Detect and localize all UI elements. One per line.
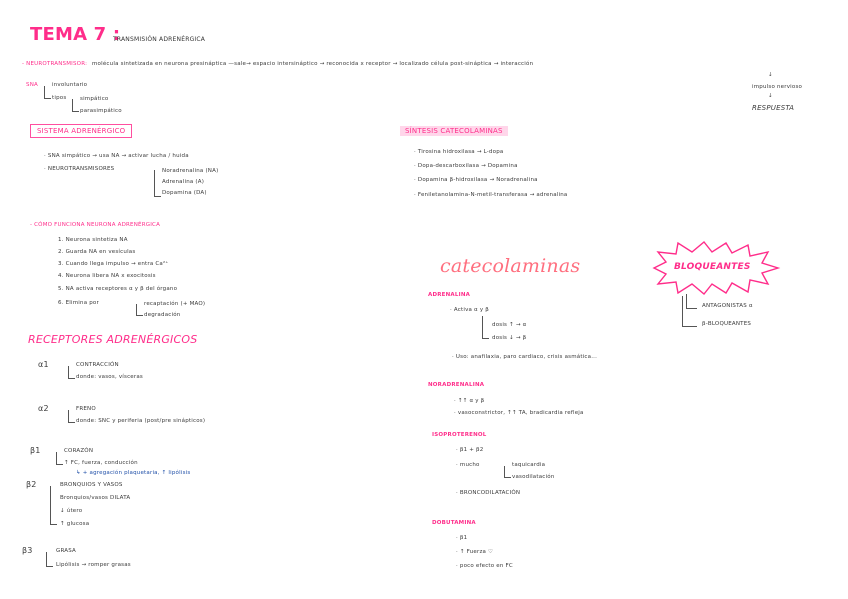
bracket (72, 99, 79, 112)
beta3-item: GRASA (56, 548, 76, 554)
bracket (504, 466, 511, 478)
isoproterenol-line: · β1 + β2 (456, 447, 484, 453)
bracket (50, 486, 57, 525)
beta2-item: ↑ glucosa (60, 521, 90, 527)
noradrenalina-line: · vasoconstrictor, ↑↑ TA, bradicardia refleja (454, 410, 584, 416)
noradrenalina-line: · ↑↑ α y β (454, 398, 485, 404)
sintesis-line: · Dopa-descarboxilasa → Dopamina (414, 163, 518, 169)
sistema-line: · SNA simpático → usa NA → activar lucha / huida (44, 153, 189, 159)
bracket (56, 452, 63, 465)
adrenalina-dosis: dosis ↑ → α (492, 322, 527, 328)
beta2-item: BRONQUIOS Y VASOS (60, 482, 123, 488)
adrenalina-title: ADRENALINA (428, 292, 471, 298)
alpha2-label: α2 (38, 404, 49, 413)
beta2-item: Bronquios/vasos DILATA (60, 495, 131, 501)
sintesis-title: SÍNTESIS CATECOLAMINAS (400, 126, 508, 136)
elim-item: degradación (144, 312, 181, 318)
sintesis-line: · Feniletanolamina-N-metil-transferasa → adrenalina (414, 192, 568, 198)
bracket (46, 552, 53, 567)
alpha1-item: CONTRACCIÓN (76, 362, 119, 368)
bracket (136, 304, 143, 316)
nt-item: Noradrenalina (NA) (162, 168, 219, 174)
bloqueante-item: ANTAGONISTAS α (702, 303, 753, 309)
bracket (68, 410, 75, 423)
adrenalina-activa: · Activa α y β (450, 307, 489, 313)
isoproterenol-mucho-item: taquicardia (512, 462, 546, 468)
beta3-label: β3 (22, 546, 33, 555)
isoproterenol-mucho-item: vasodilatación (512, 474, 555, 480)
receptores-title: RECEPTORES ADRENÉRGICOS (28, 333, 198, 346)
isoproterenol-title: ISOPROTERENOL (432, 432, 487, 438)
catecolaminas-title: catecolaminas (440, 255, 581, 277)
bracket (154, 170, 161, 197)
dobutamina-line: · β1 (456, 535, 468, 541)
bracket (482, 316, 489, 339)
nt-item: Adrenalina (A) (162, 179, 205, 185)
alpha2-item: donde: SNC y periferia (post/pre sinápticos) (76, 418, 206, 424)
response-text: RESPUESTA (752, 104, 795, 112)
como-funciona-title: - CÓMO FUNCIONA NEURONA ADRENÉRGICA (30, 222, 161, 228)
down-arrow-icon: ↓ (768, 93, 773, 99)
sintesis-line: · Dopamina β-hidroxilasa → Noradrenalina (414, 177, 538, 183)
noradrenalina-title: NORADRENALINA (428, 382, 485, 388)
bloqueante-item: β-BLOQUEANTES (702, 321, 752, 327)
dobutamina-line: · poco efecto en FC (456, 563, 513, 569)
impulse-text: impulso nervioso (752, 84, 803, 90)
bracket (68, 366, 75, 379)
step-item: 2. Guarda NA en vesículas (58, 249, 136, 255)
bloqueantes-title: BLOQUEANTES (674, 262, 751, 272)
beta1-label: β1 (30, 446, 41, 455)
beta1-item: ↑ FC, fuerza, conducción (64, 460, 138, 466)
step-item: 4. Neurona libera NA x exocitosis (58, 273, 156, 279)
alpha1-label: α1 (38, 360, 49, 369)
alpha1-item: donde: vasos, vísceras (76, 374, 143, 380)
down-arrow-icon: ↓ (768, 72, 773, 78)
alpha2-item: FRENO (76, 406, 96, 412)
isoproterenol-mucho: · mucho (456, 462, 480, 468)
bracket (44, 86, 51, 99)
beta1-note: ↳ + agregación plaquetaria, ↑ lipólisis (76, 470, 191, 476)
beta2-label: β2 (26, 480, 37, 489)
adrenalina-uso: · Uso: anafilaxia, paro cardiaco, crisis asmática... (452, 354, 598, 360)
nt-item: Dopamina (DA) (162, 190, 207, 196)
sna-tipo: simpático (80, 96, 109, 102)
neurotransmisor-label: - NEUROTRANSMISOR: (22, 61, 88, 67)
sna-item: tipos (52, 95, 67, 101)
neurotransmisor-definition: molécula sintetizada en neurona presináptica —sale→ espacio intersináptico → reconocida x receptor → localizado célula post-sináptica → interacción (92, 61, 534, 67)
sintesis-line: · Tirosina hidroxilasa → L-dopa (414, 149, 504, 155)
elim-item: recaptación (+ MAO) (144, 301, 206, 307)
bracket (682, 296, 697, 327)
page-subtitle: TRANSMISIÓN ADRENÉRGICA (113, 36, 206, 43)
step-item: 6. Elimina por (58, 300, 99, 306)
dobutamina-line: · ↑ Fuerza ♡ (456, 549, 494, 555)
sistema-line: · NEUROTRANSMISORES (44, 166, 115, 172)
beta3-item: Lipólisis → romper grasas (56, 562, 131, 568)
isoproterenol-line: · BRONCODILATACIÓN (456, 490, 521, 496)
page-title: TEMA 7 : (30, 24, 121, 45)
dobutamina-title: DOBUTAMINA (432, 520, 476, 526)
sna-tipo: parasimpático (80, 108, 122, 114)
sna-label: SNA (26, 82, 38, 88)
beta1-item: CORAZÓN (64, 448, 94, 454)
step-item: 5. NA activa receptores α y β del órgano (58, 286, 178, 292)
step-item: 3. Cuando llega impulso → entra Ca²⁺ (58, 261, 169, 267)
beta2-item: ↓ útero (60, 508, 83, 514)
sna-item: involuntario (52, 82, 88, 88)
adrenalina-dosis: dosis ↓ → β (492, 335, 527, 341)
sistema-adrenergico-box: SISTEMA ADRENÉRGICO (30, 124, 132, 138)
step-item: 1. Neurona sintetiza NA (58, 237, 128, 243)
